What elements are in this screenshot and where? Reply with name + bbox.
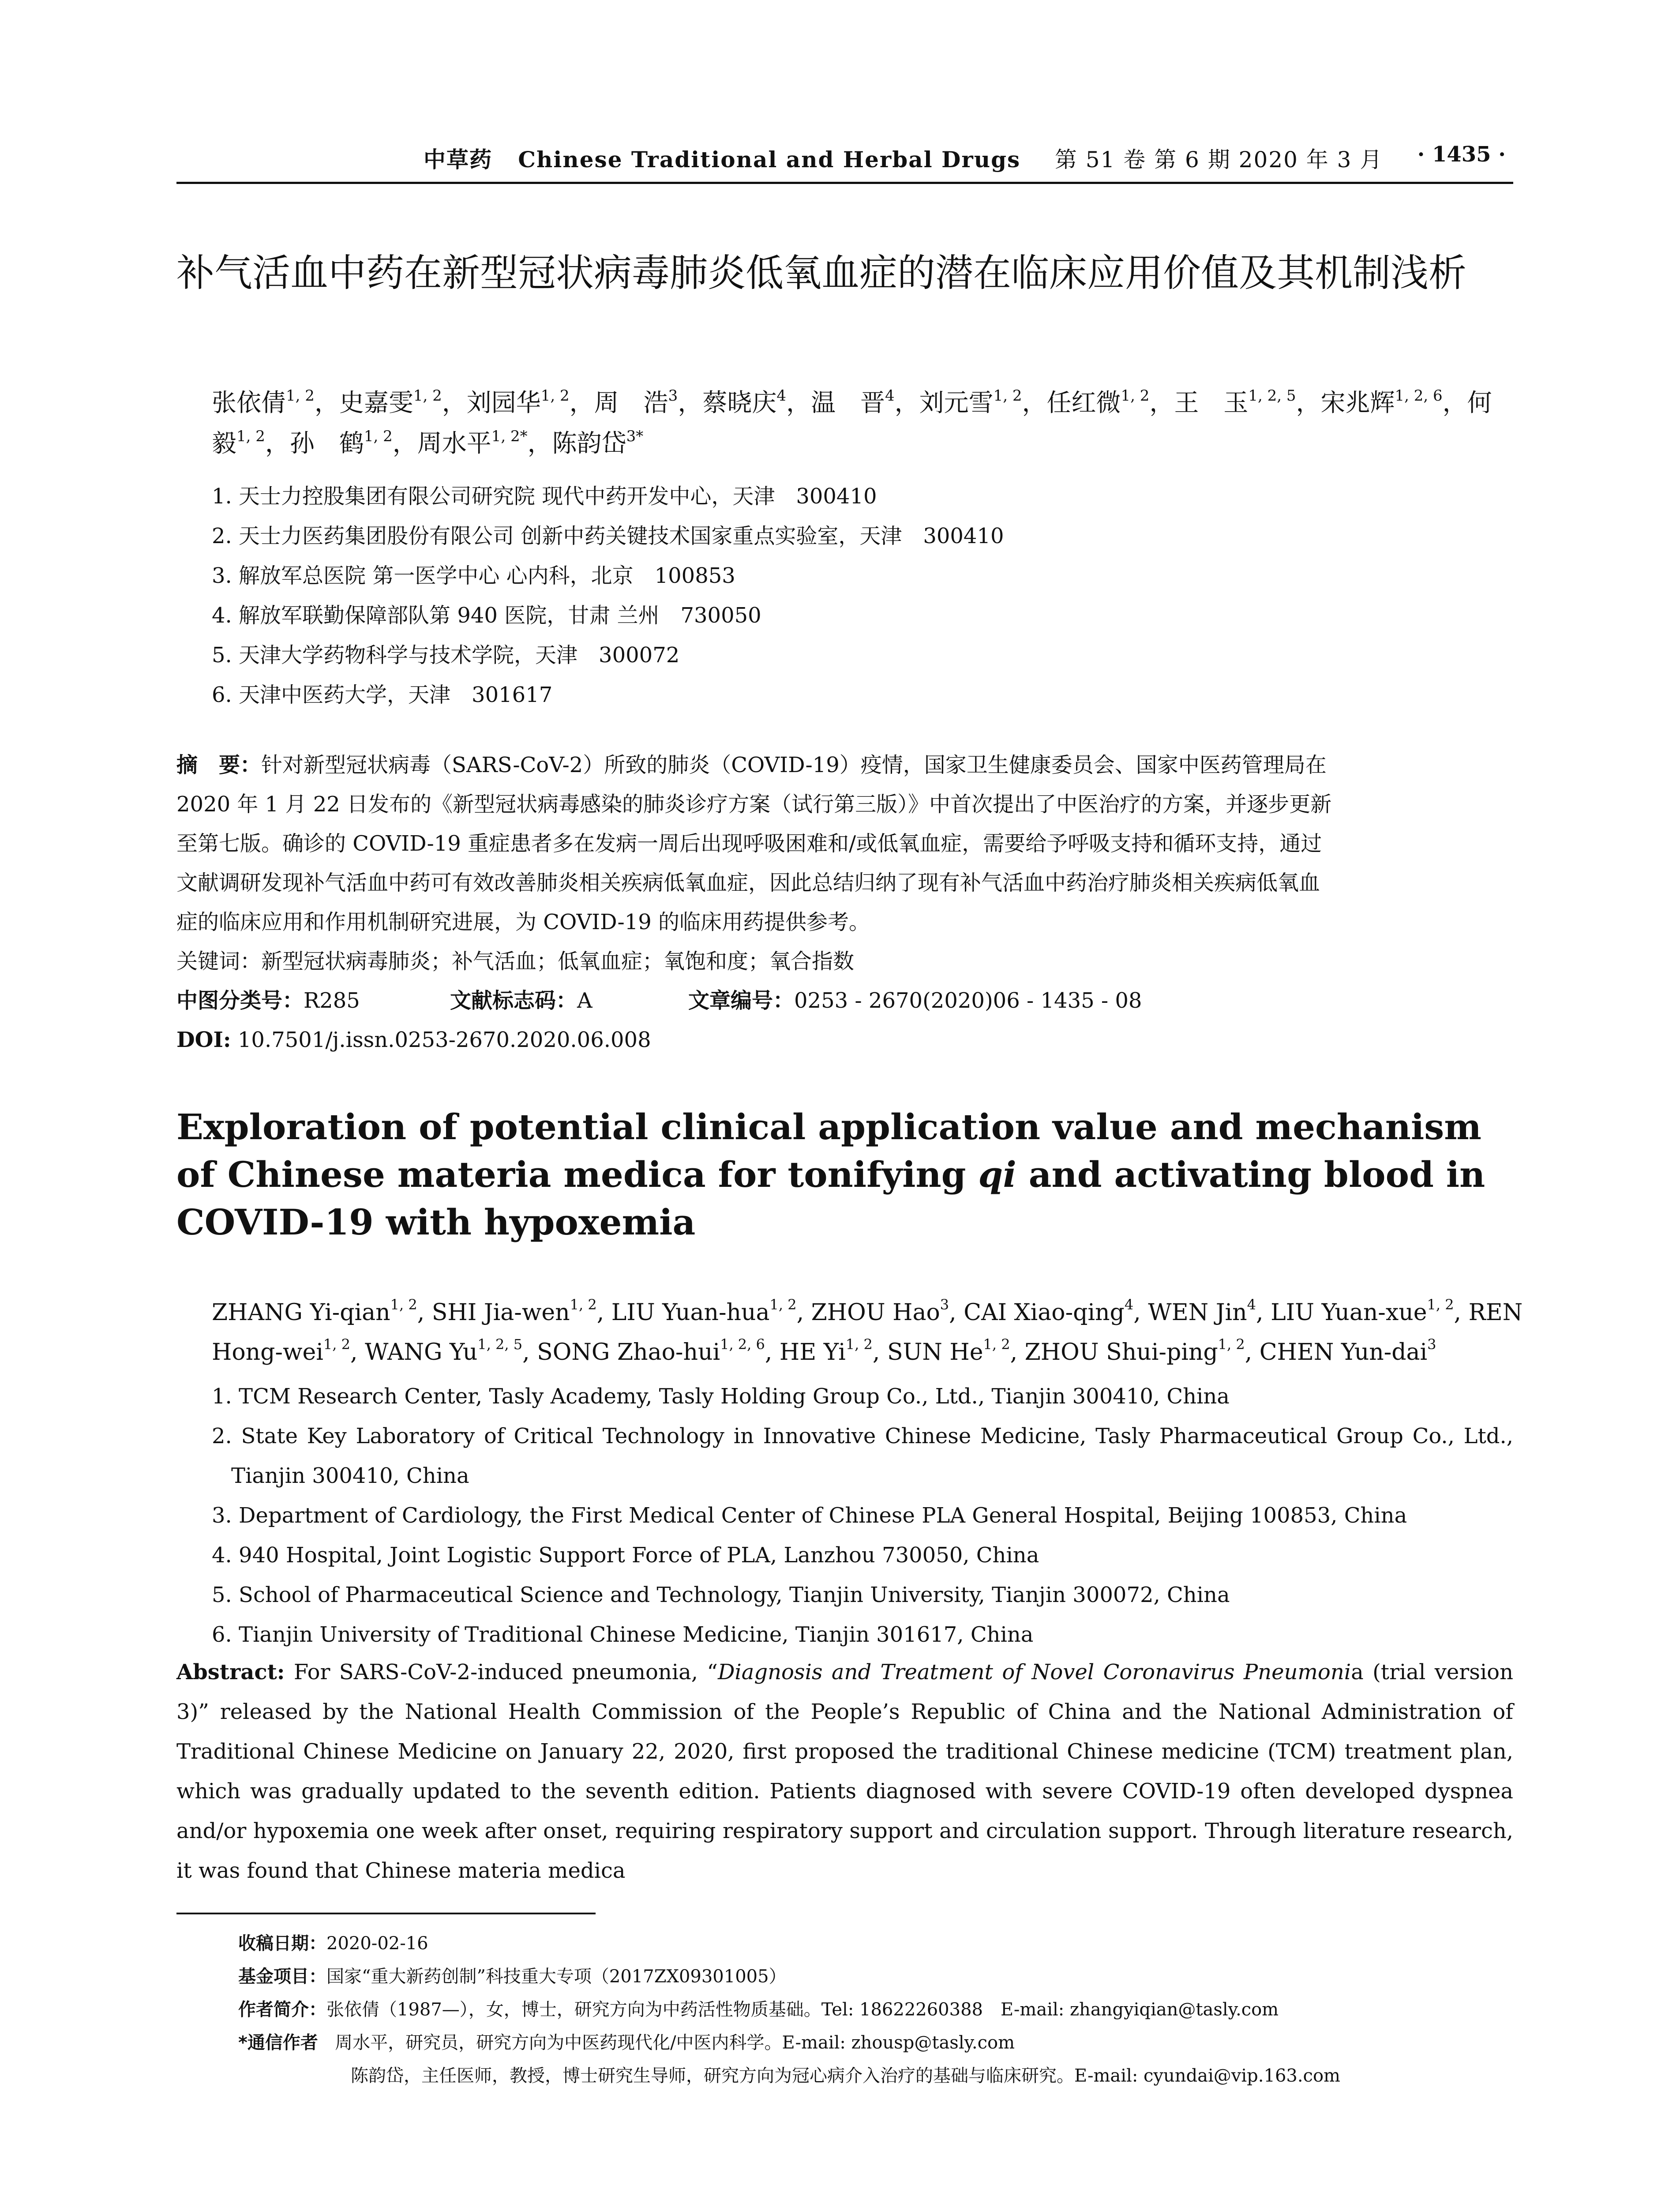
bio-text: 张依倩（1987—），女，博士，研究方向为中药活性物质基础。Tel: 18622260388 E-mail: zhangyiqian@tasly.com bbox=[326, 2000, 1279, 2020]
author-name: 温 晋 bbox=[810, 389, 885, 417]
author-name: WEN Jin bbox=[1148, 1299, 1247, 1326]
footnote bbox=[238, 1927, 1513, 2093]
abstract-en-text: a (trial version 3)” released by the National Health Commission of the People’s Republic of China and the National Administration of Traditional Chinese Medicine on January 22, 2020, first proposed the traditional Chinese medicine (TCM) treatment plan, which was gradually updated to the seventh edition. Patients diagnosed with severe COVID-19 often developed dyspnea and/or hypoxemia one week after onset, requiring respiratory support and circulation support. Through literature research, it was found that Chinese materia medica bbox=[176, 1660, 1513, 1883]
author-affiliation-mark: 1, 2 bbox=[1218, 1336, 1245, 1353]
affiliation-cn: 5. 天津大学药物科学与技术学院，天津 300072 bbox=[212, 643, 680, 668]
header-rule bbox=[176, 182, 1513, 184]
fund-text: 国家“重大新药创制”科技重大专项（2017ZX09301005） bbox=[326, 1966, 787, 1987]
abstract-cn bbox=[176, 746, 1513, 1060]
author-affiliation-mark: 3 bbox=[668, 387, 678, 405]
author-name: ZHANG Yi-qian bbox=[212, 1299, 390, 1326]
author-affiliation-mark: 1, 2 bbox=[236, 428, 265, 445]
articleno-label: 文章编号： bbox=[688, 988, 795, 1013]
author-affiliation-mark: 1, 2 bbox=[286, 387, 315, 405]
author-affiliation-mark: 4 bbox=[1124, 1296, 1134, 1313]
keywords-label: 关键词： bbox=[176, 949, 262, 974]
author-affiliation-mark: 4 bbox=[776, 387, 786, 405]
articleno-value: 0253 - 2670(2020)06 - 1435 - 08 bbox=[794, 988, 1142, 1013]
author-name: REN Hong-wei bbox=[212, 1299, 1523, 1366]
clc-label: 中图分类号： bbox=[176, 988, 304, 1013]
received-date: 2020-02-16 bbox=[326, 1933, 428, 1954]
affiliation-list-en bbox=[212, 1377, 1513, 1654]
affiliation-en: 4. 940 Hospital, Joint Logistic Support Force of PLA, Lanzhou 730050, China bbox=[212, 1543, 1039, 1568]
fund-label: 基金项目： bbox=[238, 1966, 326, 1987]
corr-row-2 bbox=[238, 2060, 1513, 2093]
author-affiliation-mark: 3 bbox=[940, 1296, 949, 1313]
author-name: 何 毅 bbox=[212, 389, 1517, 458]
author-affiliation-mark: 1, 2 bbox=[993, 387, 1022, 405]
abstract-cn-line: 至第七版。确诊的 COVID-19 重症患者多在发病一周后出现呼吸困难和/或低氧血症，需要给予呼吸支持和循环支持，通过 bbox=[176, 831, 1322, 856]
author-list-en: ZHANG Yi-qian$^{1, 2}$, SHI Jia-wen$^{1, 2}$, LIU Yuan-hua$^{1, 2}$, ZHOU Hao$^3$, CAI Xiao-qing$^4$, WEN Jin$^4$, LIU Yuan-xue$^{1, 2}$, REN Hong-wei$^{1, 2}$, WANG Yu$^{1, 2, 5}$, SONG Zhao-hui$^{1, 2, 6}$, HE Yi$^{1, 2}$, SUN He$^{1, 2}$, ZHOU Shui-ping$^{1, 2}$, CHEN Yun-dai$^3$ bbox=[212, 1296, 1523, 1366]
title-en-part1: Exploration of potential clinical application value and mechanism of Chinese materia medica for tonifying bbox=[176, 1106, 1481, 1195]
author-list-cn: 张依倩$^{1, 2}$，史嘉雯$^{1, 2}$，刘园华$^{1, 2}$，周 浩$^3$，蔡晓庆$^4$，温 晋$^4$，刘元雪$^{1, 2}$，任红微$^{1, 2}$，王 玉$^{1, 2, 5}$，宋兆辉$^{1, 2, 6}$，何 毅$^{1, 2}$，孙 鹤$^{1, 2}$，周水平$^{1, 2*}$，陈韵岱$^{3*}$ bbox=[212, 387, 1517, 458]
affiliation-cn: 4. 解放军联勤保障部队第 940 医院，甘肃 兰州 730050 bbox=[212, 603, 761, 628]
author-name: CHEN Yun-dai bbox=[1259, 1339, 1428, 1366]
doi-link[interactable]: 10.7501/j.issn.0253-2670.2020.06.008 bbox=[237, 1028, 651, 1052]
affiliation-en: 3. Department of Cardiology, the First Medical Center of Chinese PLA General Hospital, Beijing 100853, China bbox=[212, 1503, 1407, 1528]
author-name: 王 玉 bbox=[1174, 389, 1249, 417]
bio-label: 作者简介： bbox=[238, 2000, 326, 2020]
author-name: LIU Yuan-xue bbox=[1271, 1299, 1427, 1326]
author-affiliation-mark: 1, 2 bbox=[413, 387, 442, 405]
abstract-en bbox=[176, 1652, 1513, 1891]
author-name: SUN He bbox=[887, 1339, 983, 1366]
author-name: 张依倩 bbox=[212, 389, 286, 417]
author-affiliation-mark: 3 bbox=[1427, 1336, 1436, 1353]
author-affiliation-mark: 1, 2 bbox=[1121, 387, 1150, 405]
journal-name-en: Chinese Traditional and Herbal Drugs bbox=[518, 146, 1021, 173]
author-name: 陈韵岱 bbox=[552, 429, 626, 458]
affiliation-en: 2. State Key Laboratory of Critical Technology in Innovative Chinese Medicine, Tasly Pharmaceutical Group Co., Ltd., Tianjin 300410, China bbox=[212, 1424, 1513, 1488]
author-name: ZHOU Shui-ping bbox=[1024, 1339, 1218, 1366]
abstract-cn-line: 症的临床应用和作用机制研究进展，为 COVID-19 的临床用药提供参考。 bbox=[176, 910, 870, 934]
author-name: ZHOU Hao bbox=[811, 1299, 940, 1326]
author-name: 蔡晓庆 bbox=[702, 389, 777, 417]
abstract-cn-line: 2020 年 1 月 22 日发布的《新型冠状病毒感染的肺炎诊疗方案（试行第三版）》中首次提出了中医治疗的方案，并逐步更新 bbox=[176, 792, 1332, 817]
affiliation-cn: 3. 解放军总医院 第一医学中心 心内科，北京 100853 bbox=[212, 563, 735, 588]
article-title-cn: 补气活血中药在新型冠状病毒肺炎低氧血症的潜在临床应用价值及其机制浅析 bbox=[176, 251, 1466, 295]
author-affiliation-mark: 1, 2 bbox=[540, 387, 570, 405]
abstract-en-intro: For SARS-CoV-2-induced pneumonia, “ bbox=[285, 1660, 718, 1685]
author-affiliation-mark: 1, 2 bbox=[1427, 1296, 1454, 1313]
doi-row bbox=[176, 1020, 1513, 1060]
fund-row bbox=[238, 1960, 1513, 1993]
affiliation-en: 6. Tianjin University of Traditional Chinese Medicine, Tianjin 301617, China bbox=[212, 1622, 1034, 1647]
abstract-en-italic: Diagnosis and Treatment of Novel Coronavirus Pneumoni bbox=[717, 1660, 1351, 1685]
author-name: 任红微 bbox=[1046, 389, 1121, 417]
author-name: CAI Xiao-qing bbox=[964, 1299, 1125, 1326]
author-name: SONG Zhao-hui bbox=[537, 1339, 720, 1366]
corr-label: *通信作者 bbox=[238, 2033, 318, 2053]
author-affiliation-mark: 1, 2, 5 bbox=[1248, 387, 1296, 405]
journal-header bbox=[424, 142, 1383, 174]
affiliation-cn: 1. 天士力控股集团有限公司研究院 现代中药开发中心，天津 300410 bbox=[212, 484, 877, 509]
author-affiliation-mark: 1, 2 bbox=[323, 1336, 350, 1353]
keywords-cn bbox=[176, 942, 1513, 981]
affiliation-list-cn bbox=[212, 476, 1491, 715]
affiliation-en: 1. TCM Research Center, Tasly Academy, Tasly Holding Group Co., Ltd., Tianjin 300410, China bbox=[212, 1384, 1230, 1409]
clc-value: R285 bbox=[304, 988, 360, 1013]
abstract-cn-label: 摘 要： bbox=[176, 753, 262, 777]
author-name: 宋兆辉 bbox=[1320, 389, 1395, 417]
author-name: LIU Yuan-hua bbox=[611, 1299, 770, 1326]
author-affiliation-mark: 1, 2 bbox=[390, 1296, 417, 1313]
received-row bbox=[238, 1927, 1513, 1960]
abstract-cn-text: 针对新型冠状病毒（SARS-CoV-2）所致的肺炎（COVID-19）疫情，国家卫生健康委员会、国家中医药管理局在 bbox=[261, 753, 1327, 777]
doccode-value: A bbox=[577, 988, 592, 1013]
article-title-en bbox=[176, 1103, 1500, 1246]
author-name: 孙 鹤 bbox=[289, 429, 364, 458]
author-affiliation-mark: 1, 2 bbox=[845, 1336, 873, 1353]
author-name: 刘园华 bbox=[466, 389, 541, 417]
author-name: 刘元雪 bbox=[919, 389, 994, 417]
author-name: WANG Yu bbox=[365, 1339, 478, 1366]
journal-issue: 第 51 卷 第 6 期 2020 年 3 月 bbox=[1054, 147, 1383, 173]
author-affiliation-mark: 1, 2* bbox=[491, 428, 528, 445]
author-name: 周水平 bbox=[417, 429, 491, 458]
author-affiliation-mark: 1, 2 bbox=[983, 1336, 1010, 1353]
corr-text-1: 周水平，研究员，研究方向为中医药现代化/中医内科学。E-mail: zhousp@tasly.com bbox=[335, 2033, 1015, 2053]
author-affiliation-mark: 1, 2, 5 bbox=[477, 1336, 523, 1353]
author-name: HE Yi bbox=[779, 1339, 846, 1366]
abstract-cn-line: 文献调研发现补气活血中药可有效改善肺炎相关疾病低氧血症，因此总结归纳了现有补气活血中药治疗肺炎相关疾病低氧血 bbox=[176, 870, 1320, 895]
abstract-en-label: Abstract: bbox=[176, 1660, 285, 1685]
affiliation-cn: 6. 天津中医药大学，天津 301617 bbox=[212, 683, 553, 707]
author-affiliation-mark: 4 bbox=[1247, 1296, 1256, 1313]
affiliation-cn: 2. 天士力医药集团股份有限公司 创新中药关键技术国家重点实验室，天津 300410 bbox=[212, 524, 1004, 548]
corr-text-2: 陈韵岱，主任医师，教授，博士研究生导师，研究方向为冠心病介入治疗的基础与临床研究。E-mail: cyundai@vip.163.com bbox=[351, 2066, 1340, 2086]
page-number: · 1435 · bbox=[1417, 142, 1506, 167]
author-affiliation-mark: 3* bbox=[626, 428, 644, 445]
journal-name-cn: 中草药 bbox=[424, 146, 492, 173]
title-en-part2: and activating blood in COVID-19 with hypoxemia bbox=[176, 1154, 1485, 1243]
affiliation-en: 5. School of Pharmaceutical Science and Technology, Tianjin University, Tianjin 300072, China bbox=[212, 1583, 1230, 1607]
classification-row bbox=[176, 981, 1513, 1020]
author-name: SHI Jia-wen bbox=[431, 1299, 570, 1326]
doccode-label: 文献标志码： bbox=[450, 988, 578, 1013]
author-affiliation-mark: 1, 2, 6 bbox=[1395, 387, 1443, 405]
author-affiliation-mark: 1, 2 bbox=[364, 428, 393, 445]
title-en-italic: qi bbox=[978, 1154, 1016, 1195]
doi-label: DOI: bbox=[176, 1028, 231, 1052]
bio-row bbox=[238, 1993, 1513, 2026]
footnote-rule bbox=[176, 1913, 596, 1914]
author-affiliation-mark: 1, 2 bbox=[769, 1296, 797, 1313]
corr-row bbox=[238, 2026, 1513, 2060]
abstract-cn-line bbox=[176, 746, 1513, 785]
author-affiliation-mark: 4 bbox=[885, 387, 895, 405]
author-name: 史嘉雯 bbox=[339, 389, 413, 417]
keywords-text: 新型冠状病毒肺炎；补气活血；低氧血症；氧饱和度；氧合指数 bbox=[261, 949, 855, 974]
author-affiliation-mark: 1, 2, 6 bbox=[720, 1336, 765, 1353]
author-name: 周 浩 bbox=[594, 389, 668, 417]
author-affiliation-mark: 1, 2 bbox=[570, 1296, 597, 1313]
received-label: 收稿日期： bbox=[238, 1933, 326, 1954]
